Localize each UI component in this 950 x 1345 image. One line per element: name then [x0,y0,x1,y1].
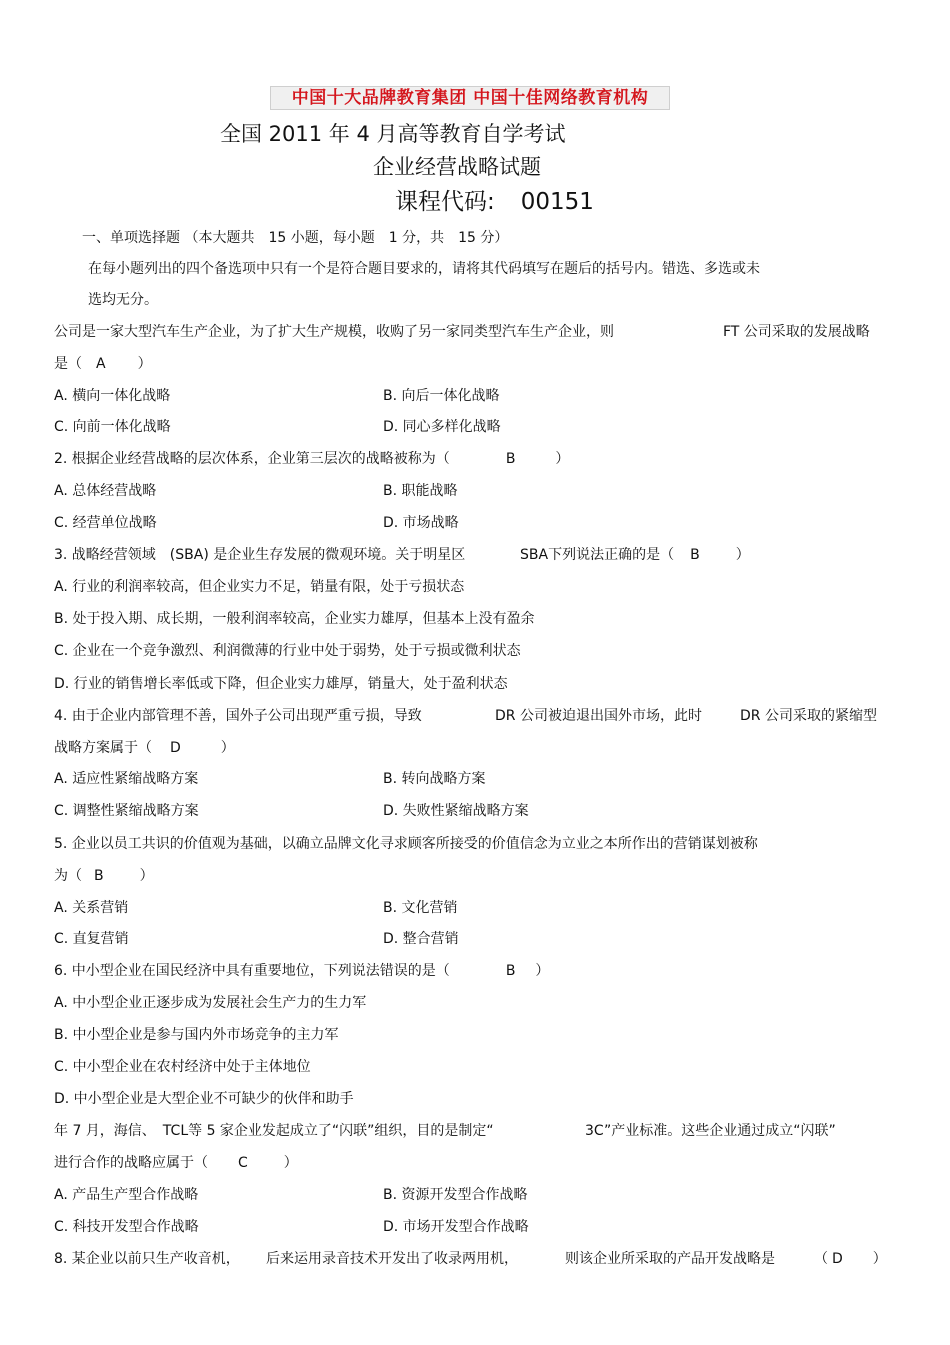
question-1-text: 公司是一家大型汽车生产企业，为了扩大生产规模，收购了另一家同类型汽车生产企业，则 [54,324,614,340]
question-3-option: C. 企业在一个竞争激烈、利润微薄的行业中处于弱势，处于亏损或微利状态 [54,643,521,659]
question-2-option: D. 市场战略 [383,515,459,531]
question-1-option: C. 向前一体化战略 [54,419,171,435]
question-text: 6. 中小型企业在国民经济中具有重要地位，下列说法错误的是（ [54,963,450,979]
question-5-option: C. 直复营销 [54,931,129,947]
question-8-answer [814,1249,887,1269]
section-instruction: 在每小题列出的四个备选项中只有一个是符合题目要求的，请将其代码填写在题后的括号内。错选、多选或未 [88,261,760,277]
question-2-option: B. 职能战略 [383,483,458,499]
question-7-option: A. 产品生产型合作战略 [54,1187,199,1203]
bracket-close: ） [872,1251,887,1267]
question-7-option: C. 科技开发型合作战略 [54,1219,199,1235]
question-8-text: 后来运用录音技术开发出了收录两用机， [266,1251,518,1267]
question-text: 战略方案属于（ [54,740,152,756]
question-4-text: DR 公司采取的紧缩型 [740,708,877,724]
question-4-answer-line [54,738,235,758]
question-6-option: B. 中小型企业是参与国内外市场竞争的主力军 [54,1027,339,1043]
course-code: 00151 [520,189,594,215]
question-4-option: B. 转向战略方案 [383,771,486,787]
question-6-option: C. 中小型企业在农村经济中处于主体地位 [54,1059,311,1075]
question-1-option: D. 同心多样化战略 [383,419,501,435]
answer-letter: B [505,451,516,467]
question-text: 是（ [54,356,82,372]
exam-title: 全国 2011 年 4 月高等教育自学考试 [220,122,566,146]
question-6-option: D. 中小型企业是大型企业不可缺少的伙伴和助手 [54,1091,354,1107]
question-4-text: 4. 由于企业内部管理不善，国外子公司出现严重亏损，导致 [54,708,422,724]
question-6-text [54,961,549,981]
section-heading: 一、单项选择题 （本大题共 15 小题，每小题 1 分，共 15 分） [82,230,509,246]
question-3-option: A. 行业的利润率较高，但企业实力不足，销量有限，处于亏损状态 [54,579,465,595]
bracket-close: ） [137,356,152,372]
course-code-line [395,183,594,216]
answer-letter: B [505,963,516,979]
question-5-option: D. 整合营销 [383,931,459,947]
question-5-option: A. 关系营销 [54,900,129,916]
question-text: 为（ [54,868,82,884]
question-4-option: A. 适应性紧缩战略方案 [54,771,199,787]
question-3-text: 3. 战略经营领域 (SBA) 是企业生存发展的微观环境。关于明星区 [54,547,466,563]
question-1-answer-line [54,354,152,374]
answer-letter: D [170,740,181,756]
question-2-text [54,449,569,469]
question-8-text: 则该企业所采取的产品开发战略是 [565,1251,775,1267]
question-5-text: 5. 企业以员工共识的价值观为基础，以确立品牌文化寻求顾客所接受的价值信念为立业之本所作出的营销谋划被称 [54,836,758,852]
question-3-text [520,545,750,565]
answer-letter: B [94,868,104,884]
question-7-answer-line [54,1153,298,1173]
question-1-option: B. 向后一体化战略 [383,388,500,404]
question-8-text: 8. 某企业以前只生产收音机， [54,1251,240,1267]
bracket-close: ） [139,868,154,884]
question-3-option: D. 行业的销售增长率低或下降，但企业实力雄厚，销量大，处于盈利状态 [54,676,508,692]
answer-letter: B [690,547,700,563]
question-5-answer-line [54,866,154,886]
section-instruction: 选均无分。 [88,292,158,308]
bracket-open: （ [814,1251,828,1267]
question-1-option: A. 横向一体化战略 [54,388,171,404]
question-4-text: DR 公司被迫退出国外市场，此时 [495,708,702,724]
question-6-option: A. 中小型企业正逐步成为发展社会生产力的生力军 [54,995,367,1011]
answer-letter: C [238,1155,248,1171]
question-7-option: D. 市场开发型合作战略 [383,1219,529,1235]
question-text: SBA下列说法正确的是（ [520,547,675,563]
question-4-option: C. 调整性紧缩战略方案 [54,803,199,819]
question-7-option: B. 资源开发型合作战略 [383,1187,528,1203]
question-4-option: D. 失败性紧缩战略方案 [383,803,529,819]
course-code-label: 课程代码: [395,189,495,215]
question-1-text: FT 公司采取的发展战略 [723,324,870,340]
bracket-close: ） [535,963,550,979]
bracket-close: ） [220,740,235,756]
question-text: 进行合作的战略应属于（ [54,1155,208,1171]
question-text: 2. 根据企业经营战略的层次体系，企业第三层次的战略被称为（ [54,451,450,467]
bracket-close: ） [735,547,750,563]
answer-letter: D [832,1251,843,1267]
bracket-close: ） [555,451,570,467]
brand-banner: 中国十大品牌教育集团 中国十佳网络教育机构 [270,86,670,110]
question-7-text: 3C”产业标准。这些企业通过成立“闪联” [585,1123,836,1139]
question-2-option: C. 经营单位战略 [54,515,157,531]
question-2-option: A. 总体经营战略 [54,483,157,499]
bracket-close: ） [283,1155,298,1171]
question-3-option: B. 处于投入期、成长期，一般利润率较高，企业实力雄厚，但基本上没有盈余 [54,611,535,627]
answer-letter: A [96,356,106,372]
subject-title: 企业经营战略试题 [373,155,541,179]
question-7-text: 年 7 月，海信、 TCL等 5 家企业发起成立了“闪联”组织，目的是制定“ [54,1123,494,1139]
question-5-option: B. 文化营销 [383,900,458,916]
